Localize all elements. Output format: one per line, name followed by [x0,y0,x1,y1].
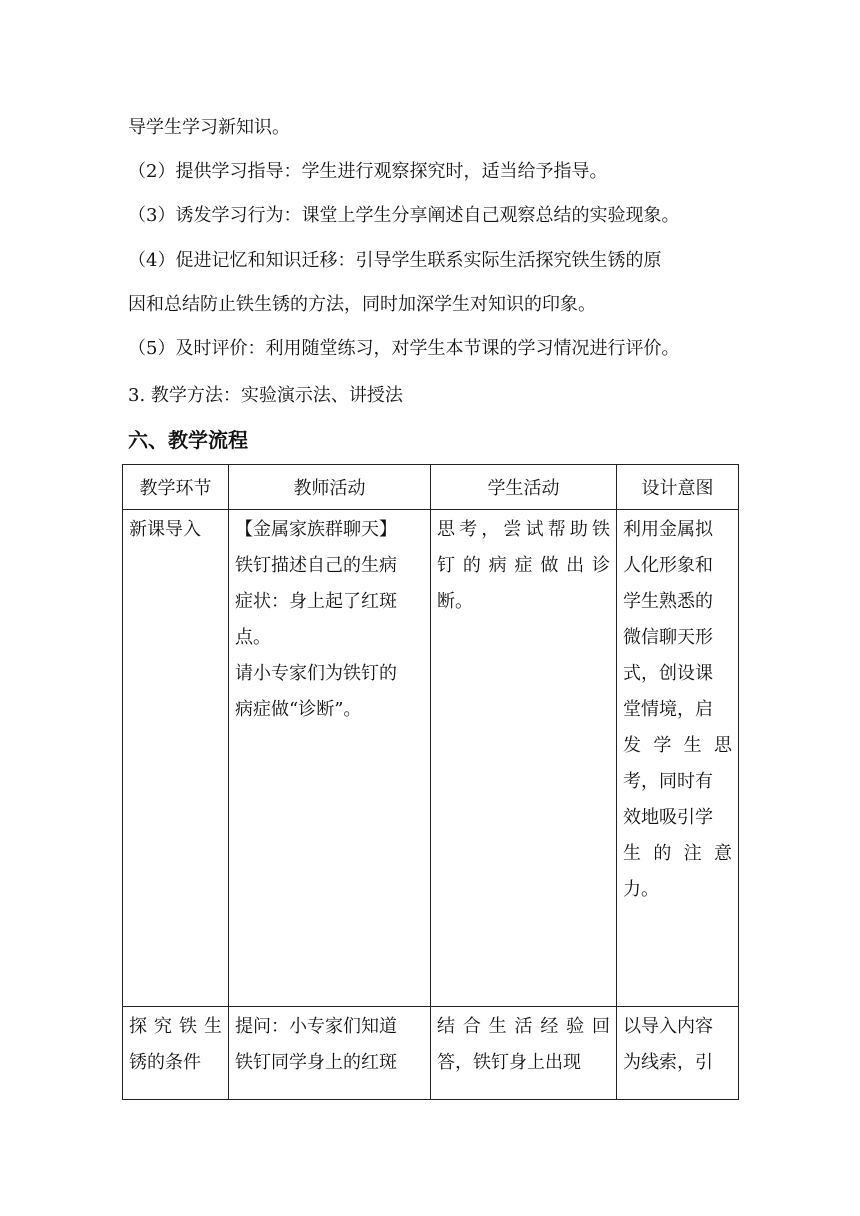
cell-student [431,1007,617,1100]
paragraph-line-6: （5）及时评价：利用随堂练习，对学生本节课的学习情况进行评价。 [128,338,680,359]
cell-teacher [229,1007,431,1100]
table-header-row [123,465,739,510]
cell-stage [123,510,229,1007]
cell-intent [617,1007,739,1100]
cell-text: 以导入内容 [623,1016,713,1037]
paragraph-line-3: （3）诱发学习行为：课堂上学生分享阐述自己观察总结的实验现象。 [128,205,680,226]
cell-text: 答，铁钉身上出现 [437,1052,581,1073]
cell-text: 钉的病症做出诊 [437,555,610,576]
cell-text: 思考，尝试帮助铁 [437,519,610,540]
cell-text: 【金属家族群聊天】 [235,519,397,540]
cell-text: 铁钉同学身上的红斑 [235,1052,397,1073]
cell-text: 发学生思 [623,735,732,756]
paragraph-line-5: 因和总结防止铁生锈的方法，同时加深学生对知识的印象。 [128,294,596,315]
header-teacher-activity: 教师活动 [229,465,431,510]
header-design-intent: 设计意图 [617,465,739,510]
cell-text: 人化形象和 [623,555,713,576]
cell-text: 结合生活经验回 [437,1016,610,1037]
cell-text: 微信聊天形 [623,627,713,648]
cell-text: 生的注意 [623,843,732,864]
paragraph-line-7: 3. 教学方法：实验演示法、讲授法 [128,385,403,406]
cell-stage [123,1007,229,1100]
cell-text: 利用金属拟 [623,519,713,540]
table-row [123,510,739,1007]
cell-text: 铁钉描述自己的生病 [235,555,397,576]
paragraph-line-2: （2）提供学习指导：学生进行观察探究时，适当给予指导。 [128,161,608,182]
cell-text: 点。 [235,627,271,648]
cell-text: 新课导入 [129,519,201,540]
cell-text: 式，创设课 [623,663,713,684]
section-heading: 六、教学流程 [128,428,248,452]
paragraph-line-1: 导学生学习新知识。 [128,117,290,138]
cell-text: 症状：身上起了红斑 [235,591,397,612]
header-stage: 教学环节 [123,465,229,510]
cell-text: 效地吸引学 [623,807,713,828]
cell-text: 考，同时有 [623,771,713,792]
teaching-flow-table [122,464,739,1100]
cell-text: 力。 [623,879,659,900]
cell-student [431,510,617,1007]
paragraph-line-4: （4）促进记忆和知识迁移：引导学生联系实际生活探究铁生锈的原 [128,250,662,271]
cell-text: 请小专家们为铁钉的 [235,663,397,684]
cell-text: 堂情境，启 [623,699,713,720]
cell-text: 提问：小专家们知道 [235,1016,397,1037]
cell-text: 探究铁生 [129,1016,222,1037]
cell-text: 锈的条件 [129,1052,201,1073]
cell-text: 为线索，引 [623,1052,713,1073]
cell-teacher [229,510,431,1007]
cell-text: 病症做“诊断”。 [235,699,362,720]
header-student-activity: 学生活动 [431,465,617,510]
cell-intent [617,510,739,1007]
table-row [123,1007,739,1100]
cell-text: 断。 [437,591,473,612]
cell-text: 学生熟悉的 [623,591,713,612]
